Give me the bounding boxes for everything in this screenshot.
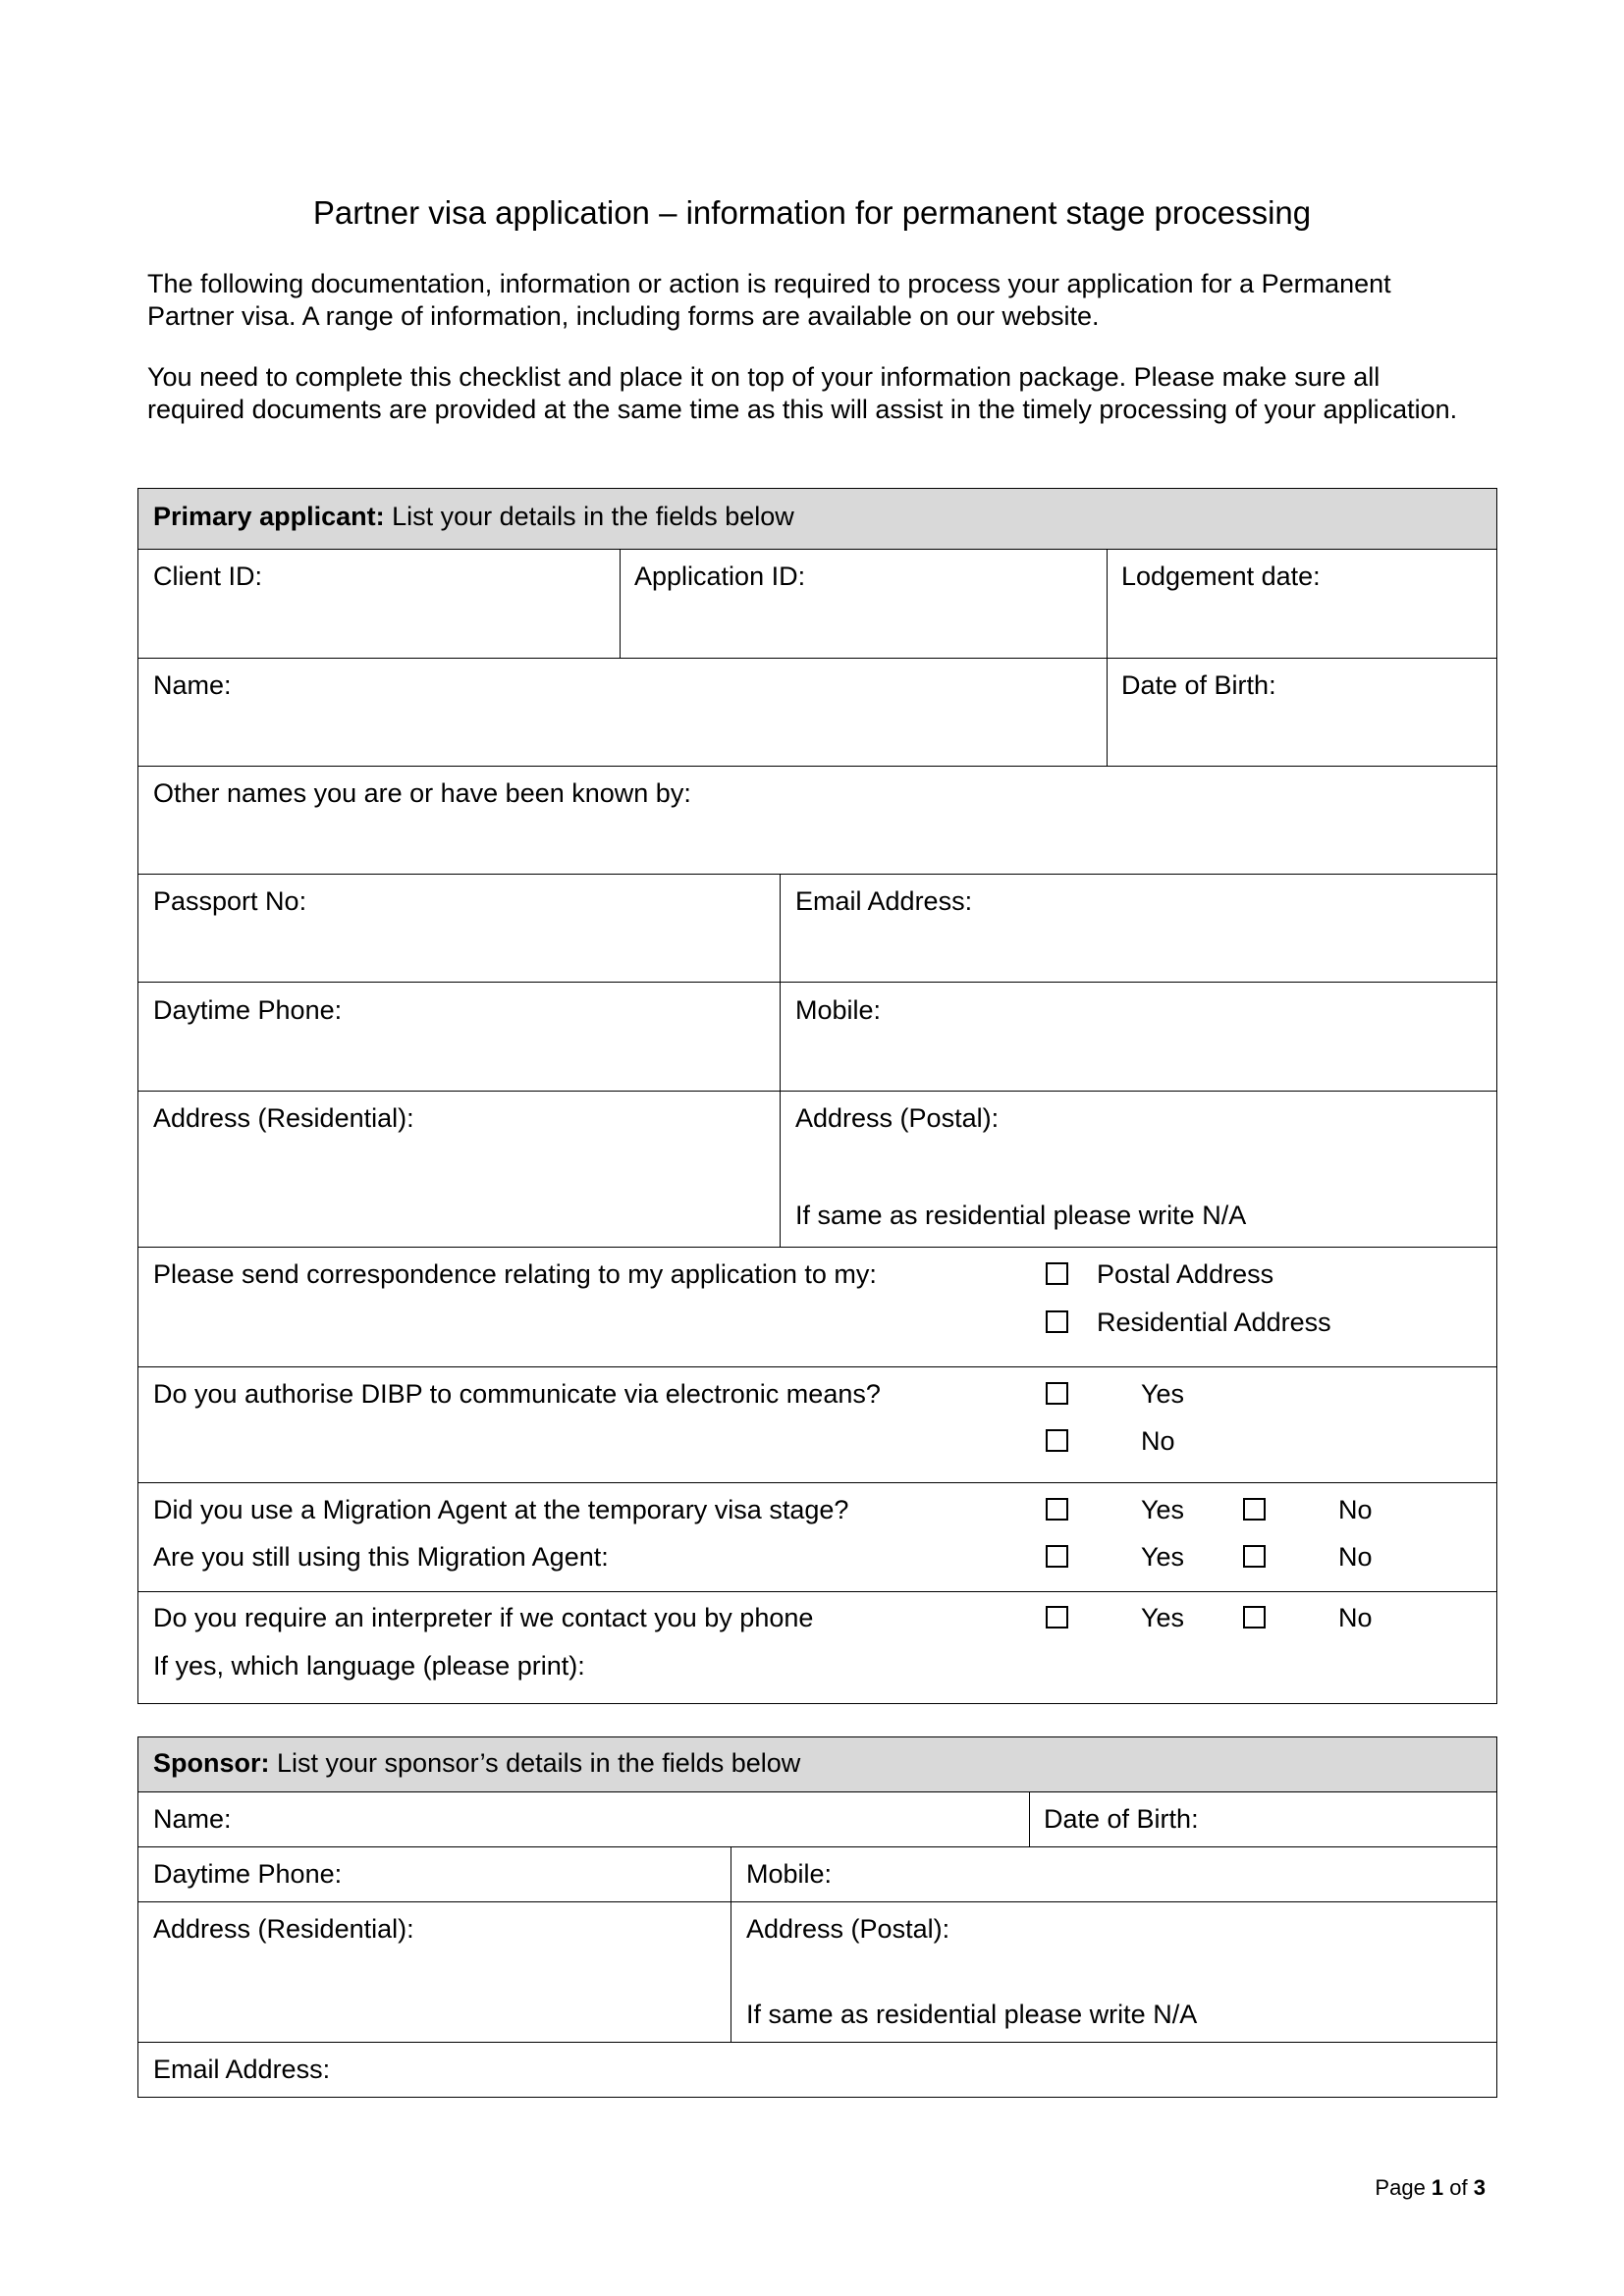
electronic-no-checkbox[interactable]	[1046, 1429, 1068, 1452]
residential-address-label: Address (Residential):	[153, 1103, 414, 1133]
sponsor-residential-address-label: Address (Residential):	[153, 1914, 414, 1944]
postal-address-label: Address (Postal):	[795, 1103, 1000, 1133]
agent-yes-checkbox[interactable]	[1046, 1498, 1068, 1521]
primary-header: Primary applicant: List your details in the fields below	[153, 502, 794, 531]
electronic-yes-label: Yes	[1141, 1379, 1185, 1409]
sponsor-header: Sponsor: List your sponsor’s details in the fields below	[153, 1748, 801, 1778]
intro-paragraph-2: You need to complete this checklist and place it on top of your information package. Please make sure all required documents are provided at the same time as this will assist in the timely processing of your application.	[147, 362, 1458, 424]
postal-address-checkbox[interactable]	[1046, 1262, 1068, 1285]
interpreter-no-label: No	[1338, 1603, 1373, 1632]
sponsor-email-label: Email Address:	[153, 2055, 331, 2084]
sponsor-mobile-label: Mobile:	[746, 1859, 833, 1889]
agent-still-no-label: No	[1338, 1542, 1373, 1572]
electronic-yes-checkbox[interactable]	[1046, 1382, 1068, 1405]
correspondence-question: Please send correspondence relating to my application to my:	[153, 1259, 877, 1289]
interpreter-no-checkbox[interactable]	[1243, 1606, 1266, 1629]
mobile-label: Mobile:	[795, 995, 882, 1025]
daytime-phone-label: Daytime Phone:	[153, 995, 343, 1025]
electronic-question: Do you authorise DIBP to communicate via electronic means?	[153, 1379, 881, 1409]
residential-address-checkbox[interactable]	[1046, 1310, 1068, 1333]
intro-paragraph-1: The following documentation, information or action is required to process your application for a Permanent Partner visa. A range of information, including forms are available on our website.	[147, 269, 1391, 331]
postal-address-note: If same as residential please write N/A	[795, 1201, 1247, 1230]
sponsor-email-field[interactable]	[138, 2043, 1496, 2097]
agent-no-checkbox[interactable]	[1243, 1498, 1266, 1521]
mobile-field[interactable]	[781, 983, 1496, 1091]
dob-label: Date of Birth:	[1121, 670, 1276, 700]
agent-still-yes-checkbox[interactable]	[1046, 1545, 1068, 1568]
electronic-no-label: No	[1141, 1426, 1175, 1456]
postal-address-option: Postal Address	[1097, 1259, 1274, 1289]
page-title: Partner visa application – information for permanent stage processing	[312, 194, 1312, 231]
agent-still-question: Are you still using this Migration Agent:	[153, 1542, 609, 1572]
sponsor-mobile-field[interactable]	[731, 1847, 1496, 1901]
agent-yes-label: Yes	[1141, 1495, 1185, 1524]
page-number: Page 1 of 3	[1375, 2175, 1486, 2200]
sponsor-dob-label: Date of Birth:	[1044, 1804, 1199, 1834]
application-id-label: Application ID:	[634, 561, 806, 591]
interpreter-yes-checkbox[interactable]	[1046, 1606, 1068, 1629]
agent-question: Did you use a Migration Agent at the temporary visa stage?	[153, 1495, 849, 1524]
lodgement-date-label: Lodgement date:	[1121, 561, 1321, 591]
name-label: Name:	[153, 670, 232, 700]
other-names-label: Other names you are or have been known by:	[153, 778, 691, 808]
interpreter-yes-label: Yes	[1141, 1603, 1185, 1632]
sponsor-daytime-phone-label: Daytime Phone:	[153, 1859, 343, 1889]
client-id-label: Client ID:	[153, 561, 263, 591]
email-label: Email Address:	[795, 886, 973, 916]
agent-no-label: No	[1338, 1495, 1373, 1524]
sponsor-postal-address-note: If same as residential please write N/A	[746, 2000, 1198, 2029]
passport-label: Passport No:	[153, 886, 307, 916]
interpreter-language-label: If yes, which language (please print):	[153, 1651, 585, 1681]
residential-address-option: Residential Address	[1097, 1308, 1331, 1337]
interpreter-question: Do you require an interpreter if we contact you by phone	[153, 1603, 814, 1632]
agent-still-yes-label: Yes	[1141, 1542, 1185, 1572]
sponsor-name-label: Name:	[153, 1804, 232, 1834]
sponsor-postal-address-label: Address (Postal):	[746, 1914, 950, 1944]
agent-still-no-checkbox[interactable]	[1243, 1545, 1266, 1568]
sponsor-name-field[interactable]	[138, 1792, 1029, 1846]
name-field[interactable]	[138, 659, 1107, 766]
